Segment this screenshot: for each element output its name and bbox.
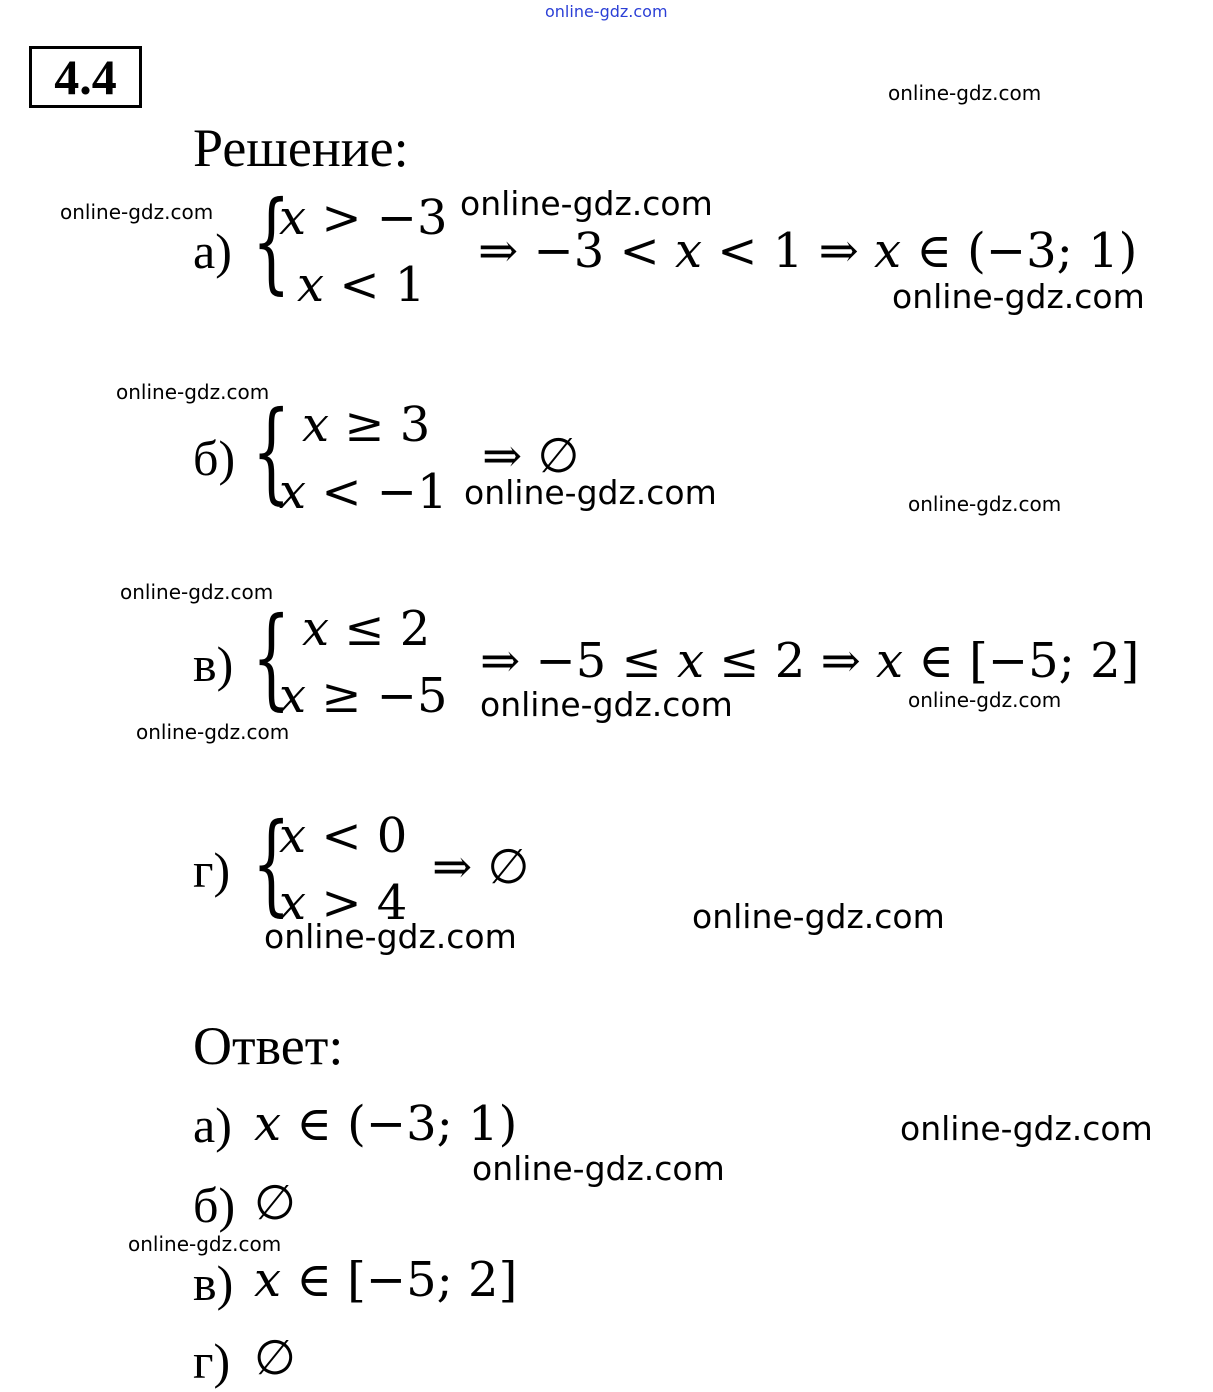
top-watermark: online-gdz.com <box>545 2 668 21</box>
watermark: online-gdz.com <box>472 1149 725 1188</box>
part-a-line2: 𝑥 < 1 <box>297 257 426 313</box>
part-v-brace: { <box>252 593 291 721</box>
watermark: online-gdz.com <box>692 897 945 936</box>
problem-number: 4.4 <box>29 46 142 108</box>
answer-v-label: в) <box>193 1255 234 1311</box>
part-a-label: а) <box>193 223 232 279</box>
watermark: online-gdz.com <box>480 685 733 724</box>
watermark: online-gdz.com <box>888 81 1042 105</box>
part-g-brace: { <box>252 799 291 927</box>
part-a-line1: 𝑥 > −3 <box>279 190 448 246</box>
part-b-brace: { <box>252 387 291 515</box>
answer-v-value: 𝑥 ∈ [−5; 2] <box>254 1252 518 1308</box>
watermark: online-gdz.com <box>264 917 517 956</box>
part-b-result: ⇒ ∅ <box>482 428 580 484</box>
answer-g-value: ∅ <box>254 1330 296 1386</box>
part-b-line1: 𝑥 ≥ 3 <box>302 397 431 453</box>
watermark: online-gdz.com <box>120 580 274 604</box>
watermark: online-gdz.com <box>900 1109 1153 1148</box>
watermark: online-gdz.com <box>128 1232 282 1256</box>
watermark: online-gdz.com <box>60 200 214 224</box>
part-g-line1: 𝑥 < 0 <box>279 808 408 864</box>
answer-heading: Ответ: <box>193 1016 344 1076</box>
watermark: online-gdz.com <box>892 277 1145 316</box>
watermark: online-gdz.com <box>464 473 717 512</box>
watermark: online-gdz.com <box>908 688 1062 712</box>
part-g-result: ⇒ ∅ <box>432 839 530 895</box>
part-g-line2: 𝑥 > 4 <box>279 875 408 931</box>
watermark: online-gdz.com <box>136 720 290 744</box>
answer-a-value: 𝑥 ∈ (−3; 1) <box>254 1096 518 1152</box>
answer-b-label: б) <box>193 1177 236 1233</box>
part-v-line2: 𝑥 ≥ −5 <box>279 668 448 724</box>
part-v-line1: 𝑥 ≤ 2 <box>302 601 431 657</box>
answer-a-label: а) <box>193 1097 232 1153</box>
part-b-line2: 𝑥 < −1 <box>279 464 448 520</box>
part-g-label: г) <box>193 842 231 898</box>
part-a-brace: { <box>252 177 291 305</box>
part-a-result: ⇒ −3 < 𝑥 < 1 ⇒ 𝑥 ∈ (−3; 1) <box>478 223 1138 279</box>
answer-g-label: г) <box>193 1333 231 1389</box>
part-v-result: ⇒ −5 ≤ 𝑥 ≤ 2 ⇒ 𝑥 ∈ [−5; 2] <box>480 633 1140 689</box>
watermark: online-gdz.com <box>908 492 1062 516</box>
watermark: online-gdz.com <box>460 184 713 223</box>
part-b-label: б) <box>193 430 236 486</box>
solution-heading: Решение: <box>193 118 409 178</box>
watermark: online-gdz.com <box>116 380 270 404</box>
answer-b-value: ∅ <box>254 1175 296 1231</box>
part-v-label: в) <box>193 636 234 692</box>
